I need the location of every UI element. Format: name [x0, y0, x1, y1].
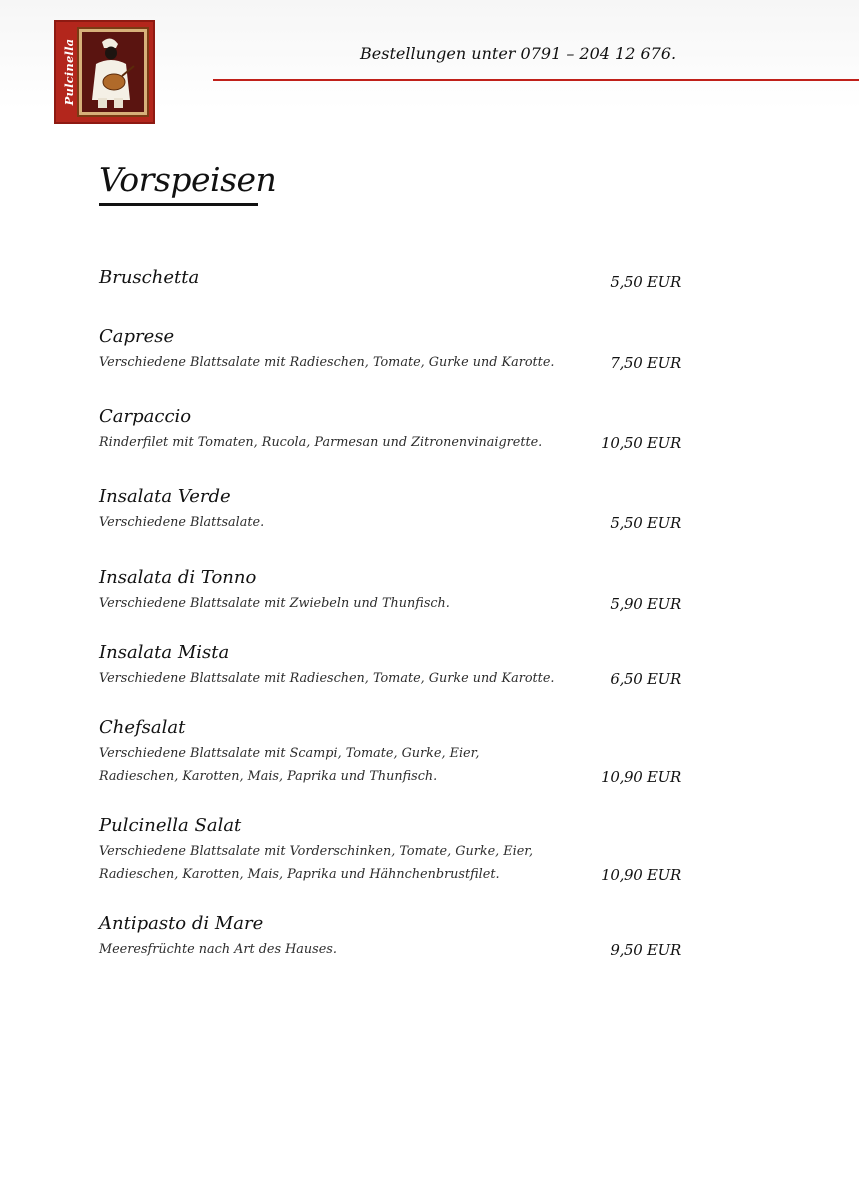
menu-item	[99, 486, 689, 534]
header-divider	[213, 79, 859, 81]
item-name: Pulcinella Salat	[99, 815, 242, 836]
item-price: 9,50 EUR	[610, 941, 681, 959]
item-name: Caprese	[99, 326, 175, 347]
item-price: 6,50 EUR	[610, 670, 681, 688]
item-name: Insalata Verde	[99, 486, 231, 507]
item-name: Insalata Mista	[99, 642, 230, 663]
menu-item	[99, 717, 689, 788]
item-description: Meeresfrüchte nach Art des Hauses.	[99, 942, 337, 957]
menu-item	[99, 267, 689, 289]
item-description-line-2: Radieschen, Karotten, Mais, Paprika und Hähnchenbrustfilet.	[99, 867, 500, 882]
item-price: 10,90 EUR	[601, 768, 681, 786]
item-name: Carpaccio	[99, 406, 192, 427]
menu-item	[99, 326, 689, 374]
item-name: Bruschetta	[99, 267, 200, 288]
item-name: Chefsalat	[99, 717, 186, 738]
item-description: Verschiedene Blattsalate mit Radieschen, Tomate, Gurke und Karotte.	[99, 355, 555, 370]
item-price: 7,50 EUR	[610, 354, 681, 372]
item-description: Verschiedene Blattsalate mit Zwiebeln und Thunfisch.	[99, 596, 450, 611]
pulcinella-logo	[54, 20, 155, 124]
menu-item	[99, 567, 689, 615]
menu-item	[99, 642, 689, 690]
order-phone-text: Bestellungen unter 0791 – 204 12 676.	[360, 44, 677, 63]
logo-wordmark: Pulcinella	[62, 38, 76, 106]
item-price: 5,50 EUR	[610, 514, 681, 532]
item-price: 10,90 EUR	[601, 866, 681, 884]
menu-item	[99, 913, 689, 961]
item-description: Verschiedene Blattsalate mit Scampi, Tomate, Gurke, Eier,	[99, 746, 480, 761]
item-name: Antipasto di Mare	[99, 913, 264, 934]
item-description-line-2: Radieschen, Karotten, Mais, Paprika und Thunfisch.	[99, 769, 438, 784]
item-description: Verschiedene Blattsalate.	[99, 515, 265, 530]
menu-item	[99, 406, 689, 454]
title-underline	[99, 203, 258, 206]
item-description: Verschiedene Blattsalate mit Vorderschinken, Tomate, Gurke, Eier,	[99, 844, 534, 859]
section-title: Vorspeisen	[99, 160, 277, 199]
item-description: Verschiedene Blattsalate mit Radieschen, Tomate, Gurke und Karotte.	[99, 671, 555, 686]
item-name: Insalata di Tonno	[99, 567, 257, 588]
item-price: 5,50 EUR	[610, 273, 681, 291]
menu-item	[99, 815, 689, 886]
item-price: 10,50 EUR	[601, 434, 681, 452]
item-price: 5,90 EUR	[610, 595, 681, 613]
item-description: Rinderfilet mit Tomaten, Rucola, Parmesan und Zitronenvinaigrette.	[99, 435, 543, 450]
